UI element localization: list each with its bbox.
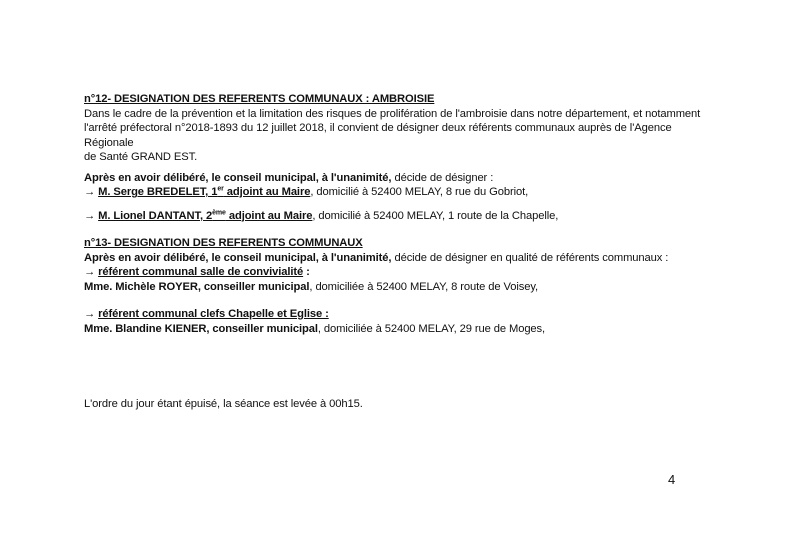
referent-kiener-name: Mme. Blandine KIENER, conseiller municipal bbox=[84, 322, 318, 335]
section-12-body-line-2: l'arrêté préfectoral n°2018-1893 du 12 juillet 2018, il convient de désigner deux référents communaux auprès de l'Agence Régionale bbox=[84, 122, 672, 149]
section-12-decision-rest: décide de désigner : bbox=[391, 171, 494, 184]
page-number: 4 bbox=[668, 472, 676, 487]
arrow-right-icon: → bbox=[84, 186, 96, 198]
section-13-referent-2-person bbox=[84, 322, 724, 337]
referent-2-address: , domicilié à 52400 MELAY, 1 route de la Chapelle, bbox=[312, 209, 559, 222]
arrow-right-icon: → bbox=[84, 266, 96, 278]
section-13-referent-1-person bbox=[84, 280, 724, 295]
section-13-decision-bold: Après en avoir délibéré, le conseil municipal, à l'unanimité, bbox=[84, 251, 392, 264]
arrow-right-icon: → bbox=[84, 308, 96, 320]
referent-1-name: M. Serge BREDELET, 1er adjoint au Maire bbox=[98, 185, 311, 198]
section-12-title: n°12- DESIGNATION DES REFERENTS COMMUNAUX : AMBROISIE bbox=[84, 93, 435, 105]
section-13-referent-1-label: → référent communal salle de convivialité : bbox=[84, 266, 310, 278]
section-12-body-line-1: Dans le cadre de la prévention et la limitation des risques de prolifération de l'ambroisie dans notre département, et notamment bbox=[84, 107, 701, 120]
referent-2-name: M. Lionel DANTANT, 2ème adjoint au Maire bbox=[98, 208, 313, 222]
section-13-title: n°13- DESIGNATION DES REFERENTS COMMUNAUX bbox=[84, 237, 363, 249]
section-12-body-line-3: de Santé GRAND EST. bbox=[84, 151, 198, 163]
section-13-decision-rest: décide de désigner en qualité de référents communaux : bbox=[391, 251, 669, 264]
referent-royer-address: , domiciliée à 52400 MELAY, 8 route de Voisey, bbox=[309, 280, 539, 293]
referent-kiener-address: , domiciliée à 52400 MELAY, 29 rue de Moges, bbox=[317, 322, 546, 335]
section-12-referent-1 bbox=[84, 185, 724, 200]
referent-role-salle: référent communal salle de convivialité bbox=[98, 266, 304, 278]
referent-role-clefs: référent communal clefs Chapelle et Eglise : bbox=[98, 308, 329, 320]
document-body bbox=[84, 92, 724, 336]
arrow-right-icon: → bbox=[84, 209, 96, 222]
section-12-decision-bold: Après en avoir délibéré, le conseil municipal, à l'unanimité, bbox=[84, 171, 392, 184]
section-13-referent-2-label bbox=[84, 307, 724, 322]
closing-statement: L'ordre du jour étant épuisé, la séance est levée à 00h15. bbox=[84, 398, 363, 410]
section-13-decision bbox=[84, 251, 724, 266]
section-12-referent-2 bbox=[84, 209, 724, 224]
referent-royer-name: Mme. Michèle ROYER, conseiller municipal bbox=[84, 280, 310, 293]
section-12-decision bbox=[84, 171, 724, 186]
referent-1-address: , domicilié à 52400 MELAY, 8 rue du Gobriot, bbox=[310, 186, 529, 198]
